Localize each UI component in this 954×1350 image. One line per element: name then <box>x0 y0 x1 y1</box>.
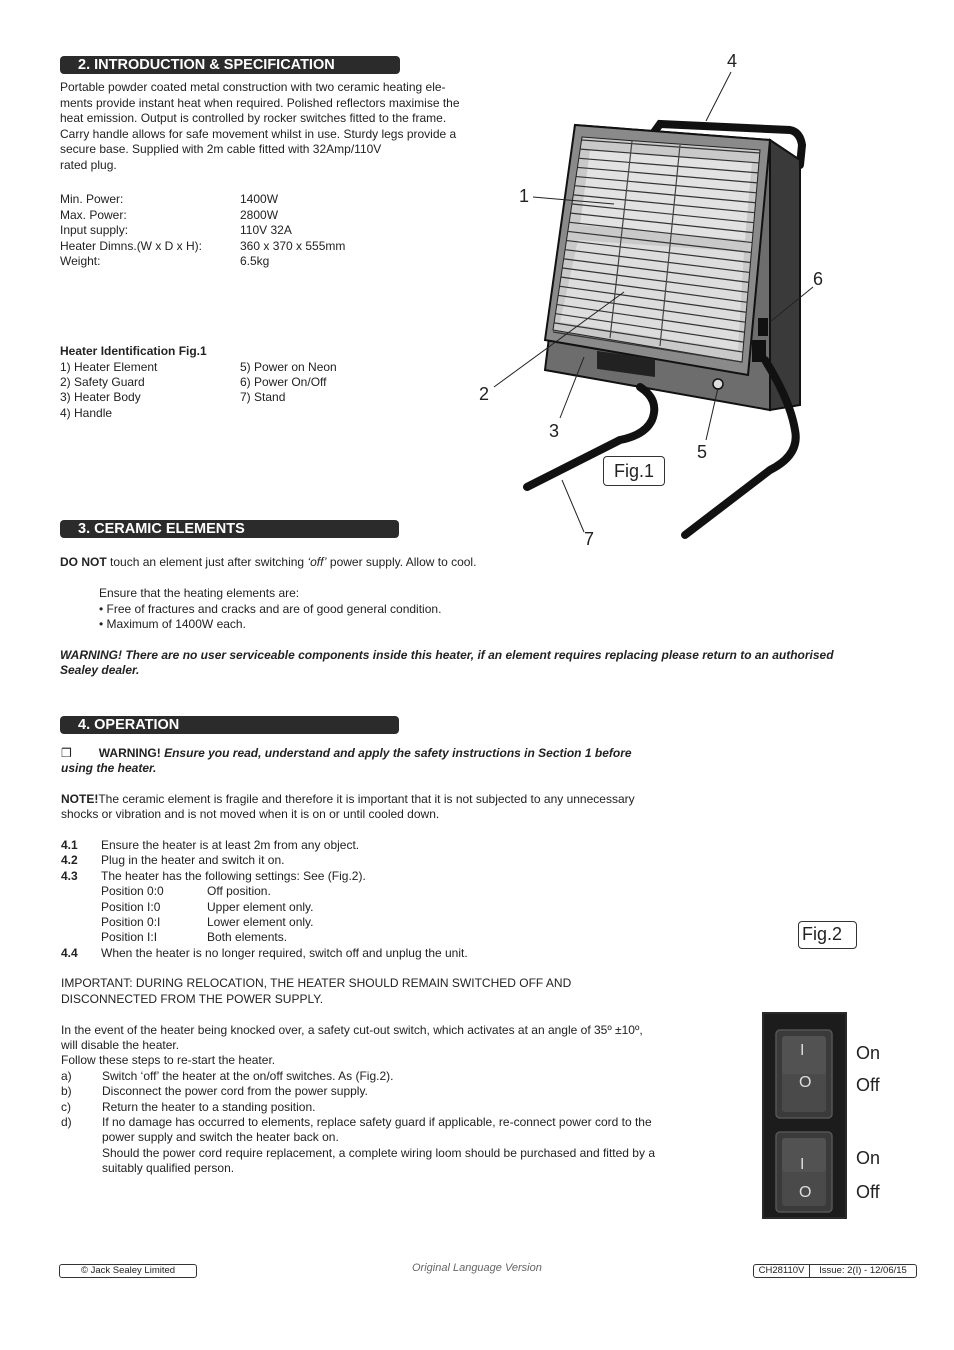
bullet-item: • Free of fractures and cracks and are of good general condition. <box>99 602 442 616</box>
switch1-on-glyph: I <box>800 1042 805 1059</box>
switch2-on-label: On <box>856 1148 881 1168</box>
switch2-off-label: Off <box>856 1182 880 1202</box>
ensure-line: Ensure that the heating elements are: <box>99 586 300 600</box>
checkbox-icon: ❒ <box>61 746 72 760</box>
do-not-label: DO NOT <box>60 555 107 569</box>
position-desc: Off position. <box>207 884 271 898</box>
footer-issue: Issue: 2(I) - 12/06/15 <box>819 1265 907 1276</box>
position-name: Position 0:I <box>101 915 161 929</box>
ident-item: 5) Power on Neon <box>240 360 337 374</box>
element-warning: WARNING! There are no user serviceable components inside this heater, if an element requires replacing please return to an authorised <box>60 648 834 662</box>
switch-glyph-layer <box>762 1012 847 1219</box>
section-4-heading: 4. OPERATION <box>60 716 399 734</box>
spec-value: 2800W <box>240 207 279 222</box>
restart-text: Return the heater to a standing position. <box>102 1100 316 1114</box>
callout-6: 6 <box>813 269 824 289</box>
step-number: 4.4 <box>61 946 78 960</box>
spec-label: Input supply: <box>60 223 129 237</box>
restart-text: If no damage has occurred to elements, replace safety guard if applicable, re-connect power cord to the <box>102 1115 652 1129</box>
switch2-on-glyph: I <box>800 1156 805 1173</box>
callout-2: 2 <box>479 384 490 404</box>
spec-value: 110V 32A <box>240 223 292 237</box>
do-not-text: power supply. Allow to cool. <box>326 555 477 569</box>
restart-text: Should the power cord require replacement, a complete wiring loom should be purchased and fitted by a <box>102 1146 655 1160</box>
fig2-label: Fig.2 <box>798 921 857 949</box>
position-name: Position I:0 <box>101 900 161 914</box>
intro-line: ments provide instant heat when required. Polished reflectors maximise the <box>60 95 460 110</box>
intro-line: Portable powder coated metal construction with two ceramic heating ele- <box>60 80 446 94</box>
do-not-line <box>60 555 476 571</box>
spec-value: 6.5kg <box>240 254 270 268</box>
position-name: Position 0:0 <box>101 884 164 898</box>
do-not-off: ‘off’ <box>307 555 327 569</box>
step-text: When the heater is no longer required, switch off and unplug the unit. <box>101 946 468 960</box>
safety-warning-line <box>61 746 632 762</box>
spec-label: Max. Power: <box>60 207 127 222</box>
callout-5: 5 <box>697 442 708 462</box>
spec-value: 360 x 370 x 555mm <box>240 238 346 253</box>
ident-title: Heater Identification Fig.1 <box>60 344 207 358</box>
spec-label: Min. Power: <box>60 192 124 206</box>
restart-text: power supply and switch the heater back on. <box>102 1130 339 1144</box>
cutout-text: will disable the heater. <box>61 1038 180 1052</box>
ident-item: 4) Handle <box>60 406 113 420</box>
footer-model: CH28110V <box>754 1265 810 1277</box>
callout-4: 4 <box>727 51 738 71</box>
fig1-label: Fig.1 <box>603 456 665 486</box>
step-text: Ensure the heater is at least 2m from any object. <box>101 838 360 852</box>
note-text: The ceramic element is fragile and therefore it is important that it is not subjected to any unnecessary <box>98 792 635 806</box>
warning-text: using the heater. <box>61 761 157 775</box>
step-text: The heater has the following settings: See (Fig.2). <box>101 869 366 883</box>
ident-item: 3) Heater Body <box>60 390 141 404</box>
step-number: 4.1 <box>61 838 78 852</box>
warning-text: Ensure you read, understand and apply the safety instructions in Section 1 before <box>160 746 632 760</box>
position-desc: Lower element only. <box>207 915 314 929</box>
restart-text: Disconnect the power cord from the power supply. <box>102 1084 368 1098</box>
restart-text: suitably qualified person. <box>102 1161 235 1175</box>
intro-paragraph <box>60 80 490 173</box>
switch1-off-glyph: O <box>799 1074 812 1091</box>
intro-line: secure base. Supplied with 2m cable fitted with 32Amp/110V <box>60 142 382 156</box>
bullet-item: • Maximum of 1400W each. <box>99 617 246 631</box>
element-warning: Sealey dealer. <box>60 663 140 677</box>
restart-letter: c) <box>61 1100 71 1114</box>
callout-1: 1 <box>519 186 530 206</box>
spec-label: Weight: <box>60 254 101 268</box>
cutout-text: In the event of the heater being knocked over, a safety cut-out switch, which activates at an angle of 35º ±10º, <box>61 1023 643 1037</box>
callout-3: 3 <box>549 421 560 441</box>
ident-item: 6) Power On/Off <box>240 375 327 389</box>
side-switch-upper <box>758 318 768 336</box>
switch1-off-label: Off <box>856 1075 880 1095</box>
footer-language: Original Language Version <box>412 1262 542 1274</box>
ident-item: 2) Safety Guard <box>60 375 145 389</box>
position-desc: Both elements. <box>207 930 288 944</box>
switch1-on-label: On <box>856 1043 881 1063</box>
warning-label: WARNING! <box>98 746 161 760</box>
step-number: 4.3 <box>61 869 78 883</box>
position-desc: Upper element only. <box>207 900 314 914</box>
ident-item: 1) Heater Element <box>60 360 158 374</box>
important-note: DISCONNECTED FROM THE POWER SUPPLY. <box>61 992 324 1006</box>
ident-item: 7) Stand <box>240 390 286 404</box>
restart-letter: b) <box>61 1084 72 1098</box>
do-not-text: touch an element just after switching <box>106 555 308 569</box>
restart-text: Switch ‘off’ the heater at the on/off switches. As (Fig.2). <box>102 1069 394 1083</box>
restart-letter: d) <box>61 1115 72 1129</box>
position-name: Position I:I <box>101 930 158 944</box>
spec-value: 1400W <box>240 192 279 206</box>
footer-copyright: © Jack Sealey Limited <box>59 1264 197 1278</box>
intro-line: rated plug. <box>60 157 117 172</box>
power-neon-lamp <box>713 379 723 389</box>
section-3-heading: 3. CERAMIC ELEMENTS <box>60 520 399 538</box>
spec-label: Heater Dimns.(W x D x H): <box>60 238 203 253</box>
step-number: 4.2 <box>61 853 78 867</box>
step-text: Plug in the heater and switch it on. <box>101 853 285 867</box>
intro-line: heat emission. Output is controlled by rocker switches fitted to the frame. <box>60 111 447 125</box>
note-text: shocks or vibration and is not moved when it is on or until cooled down. <box>61 807 440 821</box>
note-line <box>61 792 635 808</box>
section-2-heading: 2. INTRODUCTION & SPECIFICATION <box>60 56 400 74</box>
callout-7: 7 <box>584 529 595 549</box>
note-label: NOTE! <box>61 792 99 806</box>
intro-line: Carry handle allows for safe movement whilst in use. Sturdy legs provide a <box>60 126 457 141</box>
cutout-text: Follow these steps to re-start the heater. <box>61 1053 276 1067</box>
restart-letter: a) <box>61 1069 72 1083</box>
important-note: IMPORTANT: DURING RELOCATION, THE HEATER SHOULD REMAIN SWITCHED OFF AND <box>61 976 572 990</box>
footer-model-issue <box>753 1264 917 1278</box>
switch2-off-glyph: O <box>799 1184 812 1201</box>
